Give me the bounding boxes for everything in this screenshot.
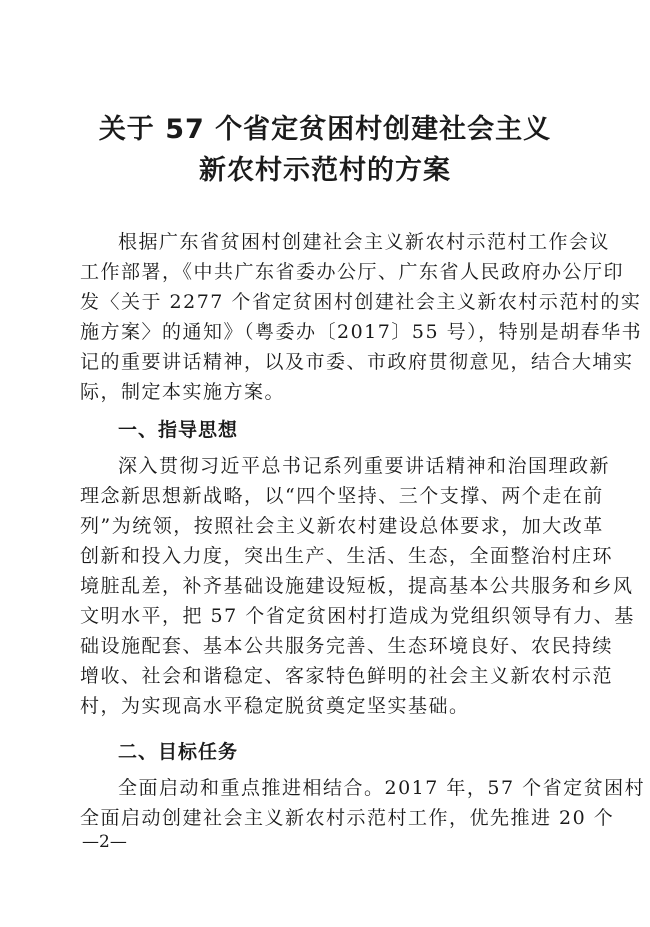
document-title-line-1: 关于 57 个省定贫困村创建社会主义: [98, 114, 552, 145]
section1-line: 深入贯彻习近平总书记系列重要讲话精神和治国理政新: [118, 455, 611, 477]
section1-line: 增收、社会和谐稳定、客家特色鲜明的社会主义新农村示范: [80, 665, 614, 687]
section-heading-guiding-ideology: 一、指导思想: [118, 419, 239, 441]
section1-line: 理念新思想新战略，以“四个坚持、三个支撑、两个走在前: [80, 485, 604, 507]
section1-line: 文明水平，把 57 个省定贫困村打造成为党组织领导有力、基: [80, 605, 635, 627]
intro-line: 根据广东省贫困村创建社会主义新农村示范村工作会议: [118, 231, 611, 253]
section1-line: 础设施配套、基本公共服务完善、生态环境良好、农民持续: [80, 635, 614, 657]
intro-line: 记的重要讲话精神，以及市委、市政府贯彻意见，结合大埔实: [80, 351, 634, 373]
intro-line: 发〈关于 2277 个省定贫困村创建社会主义新农村示范村的实: [80, 291, 642, 313]
intro-line: 工作部署，《中共广东省委办公厅、广东省人民政府办公厅印: [80, 261, 625, 283]
section2-line: 全面启动和重点推进相结合。2017 年，57 个省定贫困村: [118, 777, 646, 799]
intro-line: 施方案〉的通知》（粤委办〔2017〕55 号），特别是胡春华书: [80, 321, 643, 343]
section2-line: 全面启动创建社会主义新农村示范村工作，优先推进 20 个: [80, 807, 615, 829]
section1-line: 村，为实现高水平稳定脱贫奠定坚实基础。: [80, 695, 470, 717]
section1-line: 创新和投入力度，突出生产、生活、生态，全面整治村庄环: [80, 545, 614, 567]
document-title-line-2: 新农村示范村的方案: [199, 155, 451, 186]
section1-line: 境脏乱差，补齐基础设施建设短板，提高基本公共服务和乡风: [80, 575, 634, 597]
section1-line: 列”为统领，按照社会主义新农村建设总体要求，加大改革: [80, 515, 604, 537]
intro-line: 际，制定本实施方案。: [80, 381, 286, 403]
section-heading-objectives: 二、目标任务: [118, 741, 239, 763]
page-number: —2—: [82, 832, 127, 852]
